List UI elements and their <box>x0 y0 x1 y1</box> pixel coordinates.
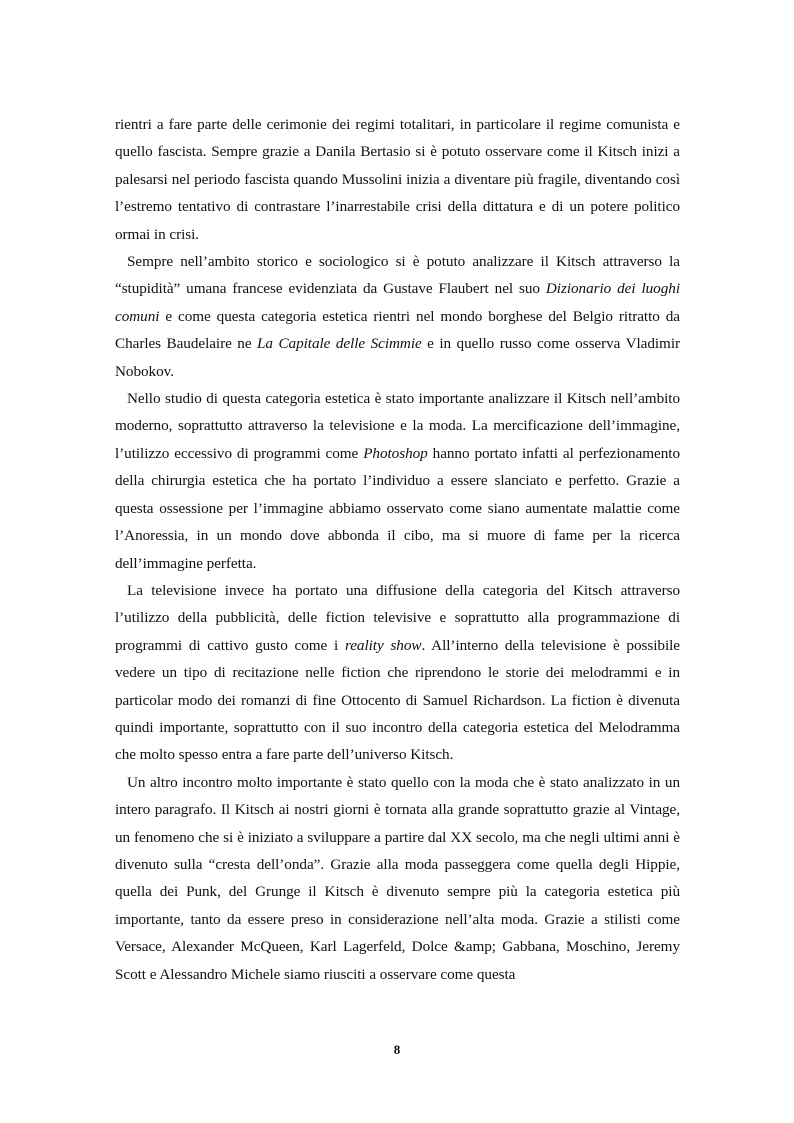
italic-term: reality show <box>344 636 422 654</box>
paragraph-text: rientri a fare parte delle cerimonie dei regimi totalitari, in particolare il regime comunista e quello fascista. Sempre grazie a Danila Bertasio si è potuto osservare come il Kitsch inizi a palesarsi nel periodo fascista quando Mussolini inizia a diventare più fragile, diventando così l’estremo tentativo di contrastare l’inarrestabile crisi della dittatura e di un potere politico ormai in crisi. <box>115 116 680 243</box>
paragraph-text: La televisione invece ha portato una diffusione della categoria del Kitsch attraverso l’utilizzo della pubblicità, delle fiction televisive e soprattutto alla programmazione di programmi di cattivo gusto come i <box>115 581 680 654</box>
paragraph <box>115 577 680 769</box>
book-title: Dizionario dei luoghi comuni <box>115 280 680 325</box>
page-number: 8 <box>393 1042 401 1057</box>
paragraph-text: hanno portato infatti al perfezionamento della chirurgia estetica che ha portato l’individuo a essere slanciato e perfetto. Grazie a questa ossessione per l’immagine abbiamo osservato come siano aumentate malattie come l’Anoressia, in un mondo dove abbonda il cibo, ma si muore di fame per la ricerca dell’immagine perfetta. <box>115 444 680 572</box>
paragraph-text: e in quello russo come osserva Vladimir Nobokov. <box>115 335 680 380</box>
paragraph-text: . All’interno della televisione è possibile vedere un tipo di recitazione nelle fiction che riprendono le storie dei melodrammi e in particolar modo dei romanzi di fine Ottocento di Samuel Richardson. La fiction è divenuta quindi importante, soprattutto con il suo incontro della categoria estetica del Melodramma che molto spesso entra a fare parte dell’universo Kitsch. <box>115 636 680 764</box>
paragraph-text: Nello studio di questa categoria estetica è stato importante analizzare il Kitsch nell’ambito moderno, soprattutto attraverso la televisione e la moda. La mercificazione dell’immagine, l’utilizzo eccessivo di programmi come <box>115 390 680 462</box>
software-name: Photoshop <box>363 444 428 462</box>
paragraph-text: e come questa categoria estetica rientri nel mondo borghese del Belgio ritratto da Charles Baudelaire ne <box>115 307 680 353</box>
paragraph <box>115 111 680 248</box>
paragraph <box>115 385 680 577</box>
paragraph-text: Un altro incontro molto importante è stato quello con la moda che è stato analizzato in un intero paragrafo. Il Kitsch ai nostri giorni è tornata alla grande soprattutto grazie al Vintage, un fenomeno che si è iniziato a sviluppare a partire dal XX secolo, ma che negli ultimi anni è divenuto sulla “cresta dell’onda”. Grazie alla moda passeggera come quella degli Hippie, quella dei Punk, del Grunge il Kitsch è divenuto sempre più la categoria estetica più importante, tanto da essere preso in considerazione nell’alta moda. Grazie a stilisti come Versace, Alexander McQueen, Karl Lagerfeld, Dolce &amp; Gabbana, Moschino, Jeremy Scott e Alessandro Michele siamo riusciti a osservare come questa <box>115 773 680 983</box>
book-title: La Capitale delle Scimmie <box>257 335 422 353</box>
paragraph-text: Sempre nell’ambito storico e sociologico si è potuto analizzare il Kitsch attraverso la “stupidità” umana francese evidenziata da Gustave Flaubert nel suo <box>115 253 680 298</box>
paragraph <box>115 248 680 385</box>
paragraph <box>115 769 680 988</box>
page-body <box>115 111 680 988</box>
